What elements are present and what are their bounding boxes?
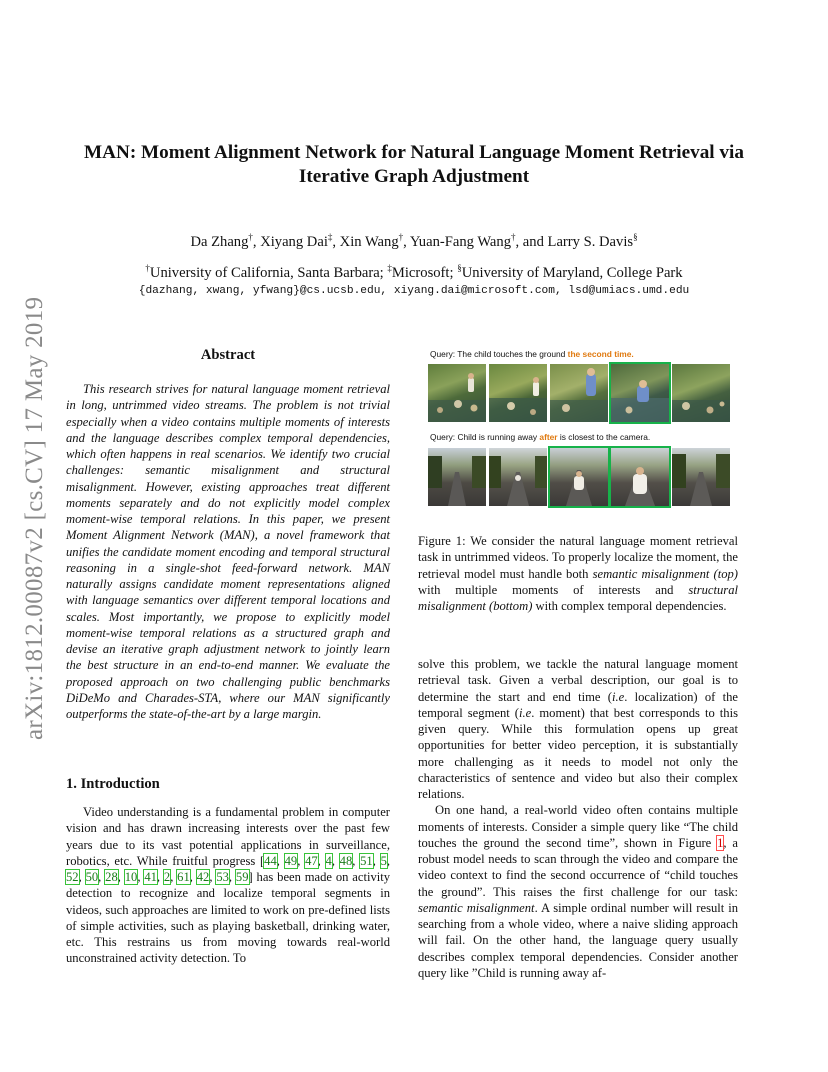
abstract-heading: Abstract [200, 347, 256, 363]
video-frame-thumbnail [428, 364, 486, 422]
frame-scene-image [428, 448, 486, 506]
query-2-suffix: is closest to the camera. [559, 432, 651, 442]
figure-reference-link[interactable]: 1 [717, 835, 724, 850]
right-column-body [418, 656, 738, 981]
author-emails: {dazhang, xwang, yfwang}@cs.ucsb.edu, xiyang.dai@microsoft.com, lsd@umiacs.umd.edu [138, 285, 690, 297]
citation-link[interactable]: 10 [124, 870, 138, 884]
figure-1 [426, 346, 736, 510]
affiliation-mark: † [145, 263, 150, 274]
citation-link[interactable]: 51 [360, 853, 373, 868]
intro-paragraph-text: Video understanding is a fundamental problem in computer vision and has drawn increasing interests over the past few years due to its vast potential applications in surveillance, robotics, etc. While fruitful progress [44, 49, 47, 4, 48, 51, 5, 52, 50, 28, 10, 41, 2, 61, 42, 53, 59] has been made on activity detection to recognize and localize temporal segments in videos, such approaches are limited to work on pre-defined lists of simple activities, such as playing basketball, drinking water, etc. This restrains us from moving towards real-world unconstrained activity detection. To [66, 805, 391, 966]
video-frame-thumbnail [550, 364, 608, 422]
frame-scene-image [550, 448, 608, 506]
citation-link[interactable]: 53 [216, 870, 229, 884]
citation-link[interactable]: 42 [196, 870, 210, 884]
body-emphasis: i.e [518, 705, 532, 720]
citation-link[interactable]: 2 [163, 870, 171, 884]
citation-link[interactable]: 41 [144, 870, 157, 884]
caption-text-2: with multiple moments of interests and [418, 582, 674, 597]
author-list: Da Zhang†, Xiyang Dai‡, Xin Wang†, Yuan-Fang Wang†, and Larry S. Davis§ [190, 232, 638, 250]
frame-scene-image [489, 448, 547, 506]
body-paragraph [418, 656, 738, 802]
frame-scene-image [428, 364, 486, 422]
author-mark: † [511, 232, 516, 243]
body-paragraph [418, 802, 738, 981]
arxiv-identifier: arXiv:1812.00087v2 [cs.CV] 17 May 2019 [21, 296, 48, 740]
body-text: . A simple ordinal number will result in searching from a whole video, where a naive sliding approach will fail. On the other hand, the language query usually describes complex temporal dependencies. Consider another query like ”Child is running away af- [418, 900, 738, 980]
body-text: . localization) of the temporal segment ( [418, 689, 738, 720]
intro-text-after: ] has been made on activity detection to recognize and localize temporal segments in videos, such approaches are limited to work on pre-defined lists of simple activities, such as playing basketball, drinking water, etc. This restrains us from moving towards real-world unconstrained activity detection. To [66, 870, 391, 966]
frame-scene-image [672, 364, 730, 422]
citation-link[interactable]: 44 [264, 853, 277, 868]
query-2-highlight: after [539, 432, 558, 442]
title-line-1: MAN: Moment Alignment Network for Natural Language Moment Retrieval via [84, 142, 744, 163]
selected-moment-frame [611, 364, 669, 422]
video-frame-thumbnail [428, 448, 486, 506]
citation-link[interactable]: 52 [66, 870, 79, 884]
author-conjunction: and [522, 234, 544, 250]
body-text: On one hand, a real-world video often contains multiple moments of interests. Consider a simple query like “The child touches the ground the second time”, shown in Figure [418, 803, 738, 850]
body-emphasis: i.e [611, 689, 625, 704]
figure-query-1 [430, 349, 634, 359]
frame-scene-image [550, 364, 608, 422]
frame-scene-image [611, 364, 669, 422]
author-mark: § [633, 232, 638, 243]
figure-query-2 [430, 432, 650, 442]
affiliation-mark: § [457, 263, 462, 274]
video-frame-thumbnail [489, 448, 547, 506]
citation-link[interactable]: 28 [105, 870, 118, 884]
citation-link[interactable]: 59 [235, 870, 249, 884]
author: Da Zhang [190, 234, 249, 250]
selected-moment-frame [550, 448, 608, 506]
author-mark: † [398, 232, 404, 243]
caption-text-3: with complex temporal dependencies. [535, 599, 727, 613]
caption-emphasis-1: semantic misalignment (top) [592, 566, 738, 581]
query-2-prefix: Query: Child is running away [430, 432, 538, 442]
author-mark: ‡ [327, 232, 333, 243]
abstract-text [66, 381, 390, 722]
author: Xin Wang [339, 234, 399, 250]
frame-scene-image [489, 364, 547, 422]
citation-link[interactable]: 4 [325, 853, 332, 868]
query-1-highlight: the second time. [567, 349, 634, 359]
body-text: . moment) that best corresponds to this given query. While this formulation opens up great opportunities for better video perception, it is substantially more challenging as it needs to model not only the characteristics of sentence and video but also their complex relations. [418, 705, 738, 801]
affiliations [60, 264, 768, 282]
author: Xiyang Dai [260, 234, 328, 250]
affiliation: University of Maryland, College Park [461, 265, 683, 281]
figure-caption [418, 533, 738, 614]
body-text: solve this problem, we tackle the natural language moment retrieval task. Given a verbal description, our goal is to determine the start and end time ( [418, 657, 738, 704]
citation-link[interactable]: 49 [284, 853, 298, 868]
video-frame-thumbnail [672, 448, 730, 506]
affiliation: Microsoft; [391, 265, 454, 281]
citation-link[interactable]: 47 [305, 853, 318, 868]
citation-link[interactable]: 5 [380, 853, 387, 868]
intro-text-before: Video understanding is a fundamental problem in computer vision and has drawn increasing interests over the past few years due to its vast potential applications in surveillance, robotics, etc. While fruitful progress [ [66, 805, 390, 868]
citation-link[interactable]: 50 [85, 870, 99, 884]
video-frame-thumbnail [672, 364, 730, 422]
body-text: , a robust model needs to scan through the video and compare the video context to find the second occurrence of “child touches the ground”. This raises the first challenge for our task: [418, 835, 738, 899]
section-heading-introduction: 1. Introduction [66, 776, 160, 792]
intro-paragraph [66, 804, 390, 967]
paper-title [60, 141, 768, 189]
frame-scene-image [611, 448, 669, 506]
author: Yuan-Fang Wang [409, 234, 511, 250]
video-frame-thumbnail [489, 364, 547, 422]
query-1-prefix: Query: The child touches the ground [430, 349, 566, 359]
affiliation-mark: ‡ [387, 263, 392, 274]
abstract-paragraph: This research strives for natural language moment retrieval in long, untrimmed video streams. The problem is not trivial especially when a video contains multiple moments of interests and the language describes complex temporal dependencies, which often happens in real scenarios. We identify two crucial challenges: semantic misalignment and structural misalignment. However, existing approaches treat different moments separately and do not explicitly model complex moment-wise temporal relations. In this paper, we present Moment Alignment Network (MAN), a novel framework that unifies the candidate moment encoding and temporal structural reasoning in a single-shot feed-forward network. MAN naturally assigns candidate moment representations aligned with language semantics over different temporal locations and scales. Most importantly, we propose to explicitly model moment-wise temporal relations as a structured graph and devise an iterative graph adjustment network to jointly learn the best structure in an end-to-end manner. We evaluate the proposed approach on two challenging public benchmarks DiDeMo and Charades-STA, where our MAN significantly outperforms the state-of-the-art by a large margin. [66, 382, 390, 721]
title-line-2: Iterative Graph Adjustment [298, 166, 530, 187]
affiliation: University of California, Santa Barbara; [149, 265, 384, 281]
citation-link[interactable]: 61 [177, 870, 190, 884]
citation-link[interactable]: 48 [339, 853, 353, 868]
caption-text-1: Figure 1: We consider the natural language moment retrieval task in untrimmed videos. To properly localize the moment, the retrieval model must handle both [418, 534, 738, 581]
body-emphasis: semantic misalignment [418, 900, 535, 915]
author-mark: † [248, 232, 253, 243]
caption-emphasis-2: structural misalignment (bottom) [418, 582, 738, 613]
selected-moment-frame [611, 448, 669, 506]
frame-scene-image [672, 448, 730, 506]
author: Larry S. Davis [547, 234, 634, 250]
